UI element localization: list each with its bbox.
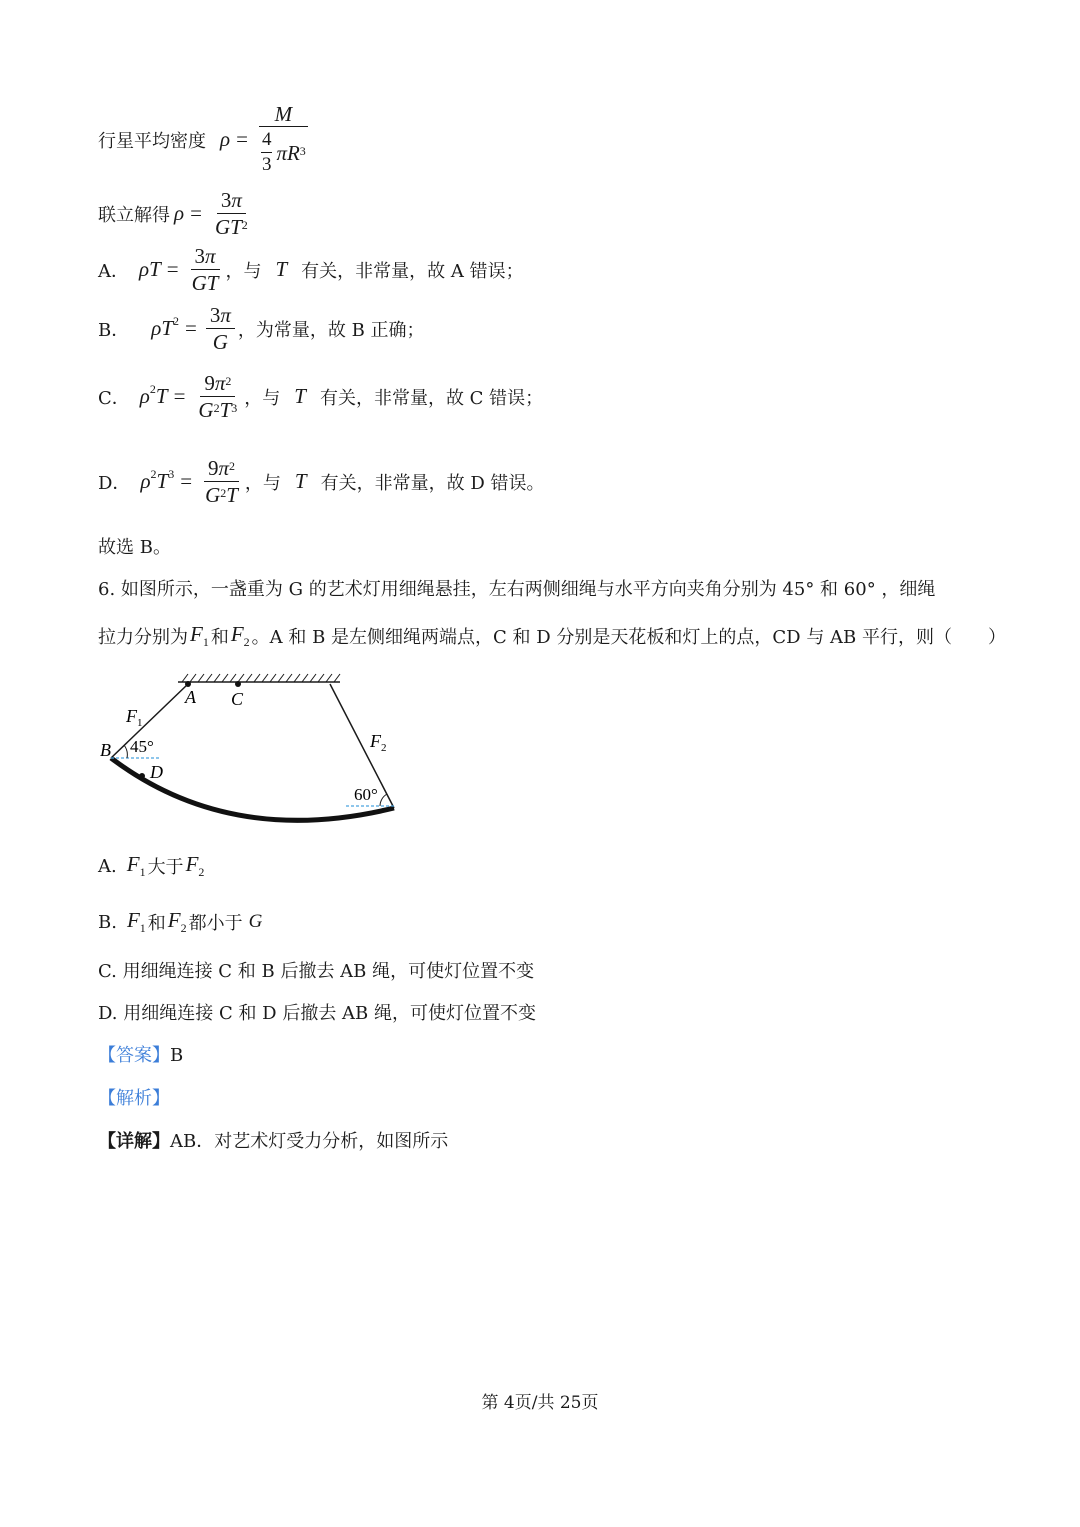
- label-b: B: [100, 740, 111, 760]
- question-6-line2: 拉力分别为 $F_1$ 和 $F_2$ 。A 和 B 是左侧细绳两端点，C 和 D 分别是天花板和灯上的点，CD 与 AB 平行，则（ ）: [98, 622, 1007, 650]
- answer-line: [98, 1044, 183, 1068]
- prev-option-b: B． $\rho T^2$ = $\frac{3\pi}{G}$ ，为常量，故 B 正确；: [98, 303, 425, 354]
- answer-tag: 【答案】: [98, 1045, 170, 1066]
- lamp-figure: [90, 670, 420, 840]
- density-label: 行星平均密度: [98, 130, 206, 152]
- combined-formula-line: 联立解得 ρ = $\frac{3\pi}{GT^2}$: [98, 188, 248, 239]
- label-f2-sub: 2: [381, 742, 387, 754]
- density-formula-line: 行星平均密度 ρ = M $\frac{4}{3}$ $\pi R^3$: [98, 102, 313, 177]
- label-angle-45: 45°: [130, 737, 154, 756]
- label-d: D: [150, 762, 163, 782]
- angle-arc-left: [124, 745, 127, 758]
- choose-b-text: 故选 B。: [98, 537, 171, 558]
- label-f2: F: [370, 731, 381, 751]
- prev-option-a: A． ρT = $\frac{3\pi}{GT}$ ，与 T 有关，非常量，故 A 错误；: [98, 244, 524, 295]
- point-d-dot: [139, 773, 145, 779]
- page-footer: 第 4页/共 25页: [481, 1393, 599, 1413]
- density-fraction: M $\frac{4}{3}$ $\pi R^3$: [257, 102, 310, 177]
- choice-d: D. 用细绳连接 C 和 D 后撤去 AB 绳，可使灯位置不变: [98, 1003, 536, 1024]
- label-a: A: [185, 687, 196, 707]
- label-f1-sub: 1: [137, 717, 143, 729]
- analysis-tag: 【解析】: [98, 1088, 170, 1109]
- question-6-line1: 6. 如图所示，一盏重为 G 的艺术灯用细绳悬挂，左右两侧细绳与水平方向夹角分别为 45° 和 60° ，细绳: [98, 579, 936, 600]
- combined-label: 联立解得: [98, 204, 170, 226]
- detail-text: AB．对艺术灯受力分析，如图所示: [170, 1131, 449, 1152]
- choice-b: B. $F_1$ 和 $F_2$ 都小于 G: [98, 908, 263, 936]
- label-c: C: [231, 689, 244, 709]
- choice-a: A. $F_1$ 大于 $F_2$: [98, 852, 205, 880]
- prev-option-c: C． $\rho^2T$ = $\frac{9\pi^2}{G^2T^3}$ ，与 T 有关，非常量，故 C 错误；: [98, 371, 544, 422]
- answer-value: B: [170, 1045, 184, 1066]
- prev-option-d: D． $\rho^2T^3$ = $\frac{9\pi^2}{G^2T}$ ，与 T 有关，非常量，故 D 错误。: [98, 456, 545, 507]
- choice-c: C. 用细绳连接 C 和 B 后撤去 AB 绳，可使灯位置不变: [98, 961, 535, 982]
- label-angle-60: 60°: [354, 785, 378, 804]
- detail-tag: 【详解】: [98, 1131, 170, 1152]
- ceiling-hatch: [182, 674, 340, 682]
- detail-line: [98, 1130, 448, 1154]
- angle-arc-right: [380, 794, 387, 806]
- point-c-dot: [235, 681, 241, 687]
- label-f1: F: [126, 706, 137, 726]
